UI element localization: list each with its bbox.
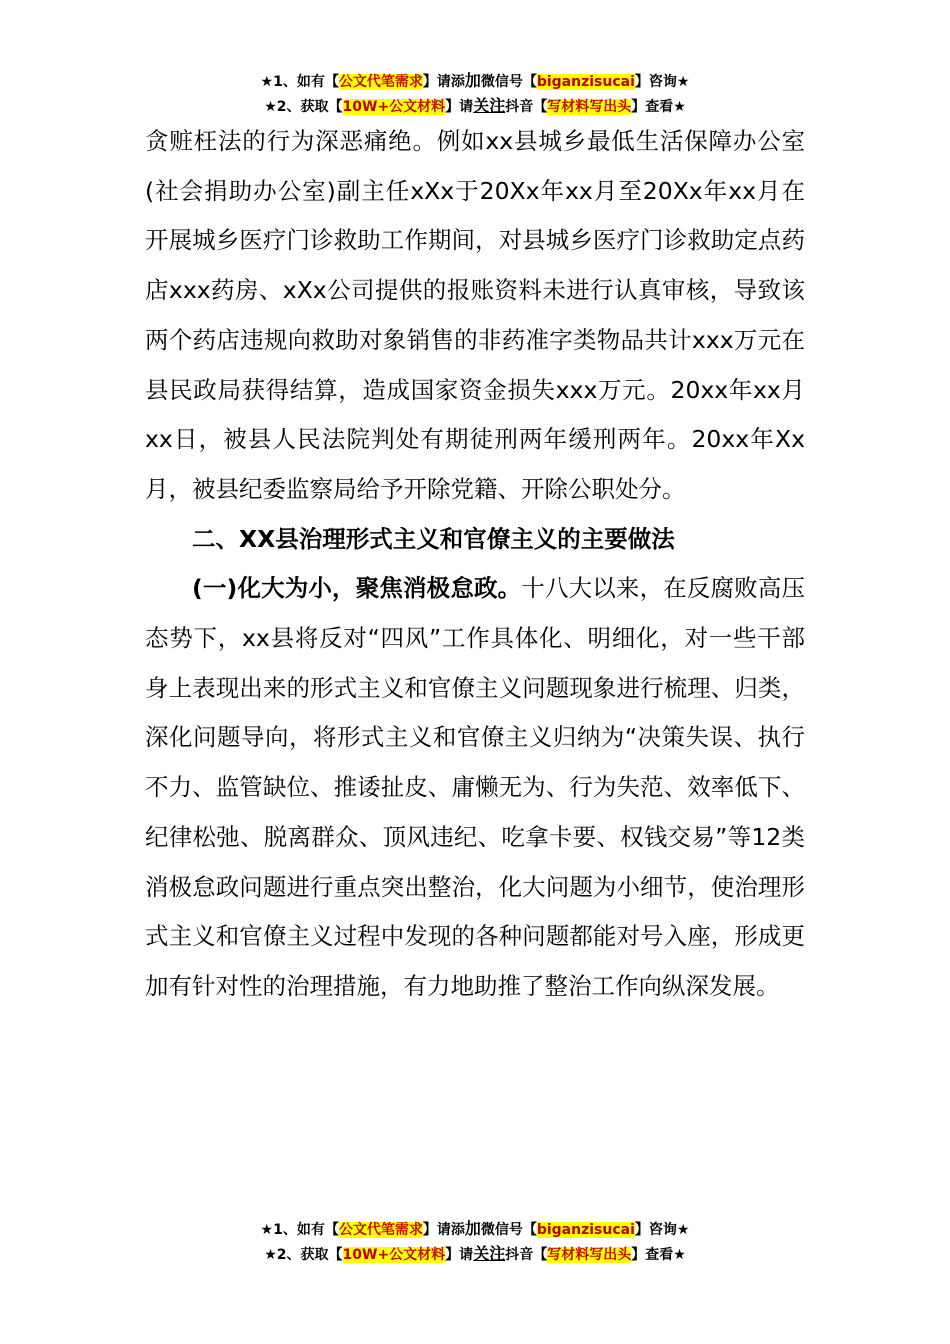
header-banner xyxy=(0,69,950,119)
footer-highlight-douyin: 写材料写出头 xyxy=(547,1247,632,1263)
banner-line-2: ★2、获取【10W+公文材料】请关注抖音【写材料写出头】查看★ xyxy=(264,96,686,115)
footer-line-1: ★1、如有【公文代笔需求】请添加微信号【biganzisucai】咨询★ xyxy=(260,1219,690,1238)
banner-line-1: ★1、如有【公文代笔需求】请添加微信号【biganzisucai】咨询★ xyxy=(260,71,690,90)
section-heading: 二、XX县治理形式主义和官僚主义的主要做法 xyxy=(192,524,675,553)
footer-highlight-materials: 10W+公文材料 xyxy=(342,1247,446,1263)
paragraph-case-example: 贪赃枉法的行为深恶痛绝。例如xx县城乡最低生活保障办公室(社会捐助办公室)副主任xXx于20Xx年xx月至20Xx年xx月在开展城乡医疗门诊救助工作期间，对县城乡医疗门诊救助定点药店xxx药房、xXx公司提供的报账资料未进行认真审核，导致该两个药店违规向救助对象销售的非药准字类物品共计xxx万元在县民政局获得结算，造成国家资金损失xxx万元。20xx年xx月xx日，被县人民法院判处有期徒刑两年缓刑两年。20xx年Xx月，被县纪委监察局给予开除党籍、开除公职处分。 xyxy=(145,127,805,503)
footer-banner xyxy=(0,1217,950,1267)
banner-highlight-service: 公文代笔需求 xyxy=(338,74,423,90)
paragraph-measure-1: (一)化大为小，聚焦消极怠政。十八大以来，在反腐败高压态势下，xx县将反对“四风”工作具体化、明细化，对一些干部身上表现出来的形式主义和官僚主义问题现象进行梳理、归类，深化问题导向，将形式主义和官僚主义归纳为“决策失误、执行不力、监管缺位、推诿扯皮、庸懒无为、行为失范、效率低下、纪律松弛、脱离群众、顶风违纪、吃拿卡要、权钱交易”等12类消极怠政问题进行重点突出整治，化大问题为小细节，使治理形式主义和官僚主义过程中发现的各种问题都能对号入座，形成更加有针对性的治理措施，有力地助推了整治工作向纵深发展。 xyxy=(145,574,805,1000)
banner-highlight-materials: 10W+公文材料 xyxy=(342,99,446,115)
footer-highlight-service: 公文代笔需求 xyxy=(338,1222,423,1238)
document-body xyxy=(145,117,805,1012)
banner-highlight-douyin: 写材料写出头 xyxy=(547,99,632,115)
subheading-inline: (一)化大为小，聚焦消极怠政。 xyxy=(192,574,522,603)
footer-line-2: ★2、获取【10W+公文材料】请关注抖音【写材料写出头】查看★ xyxy=(264,1244,686,1263)
banner-highlight-wechat: biganzisucai xyxy=(536,74,635,90)
footer-highlight-wechat: biganzisucai xyxy=(536,1222,635,1238)
